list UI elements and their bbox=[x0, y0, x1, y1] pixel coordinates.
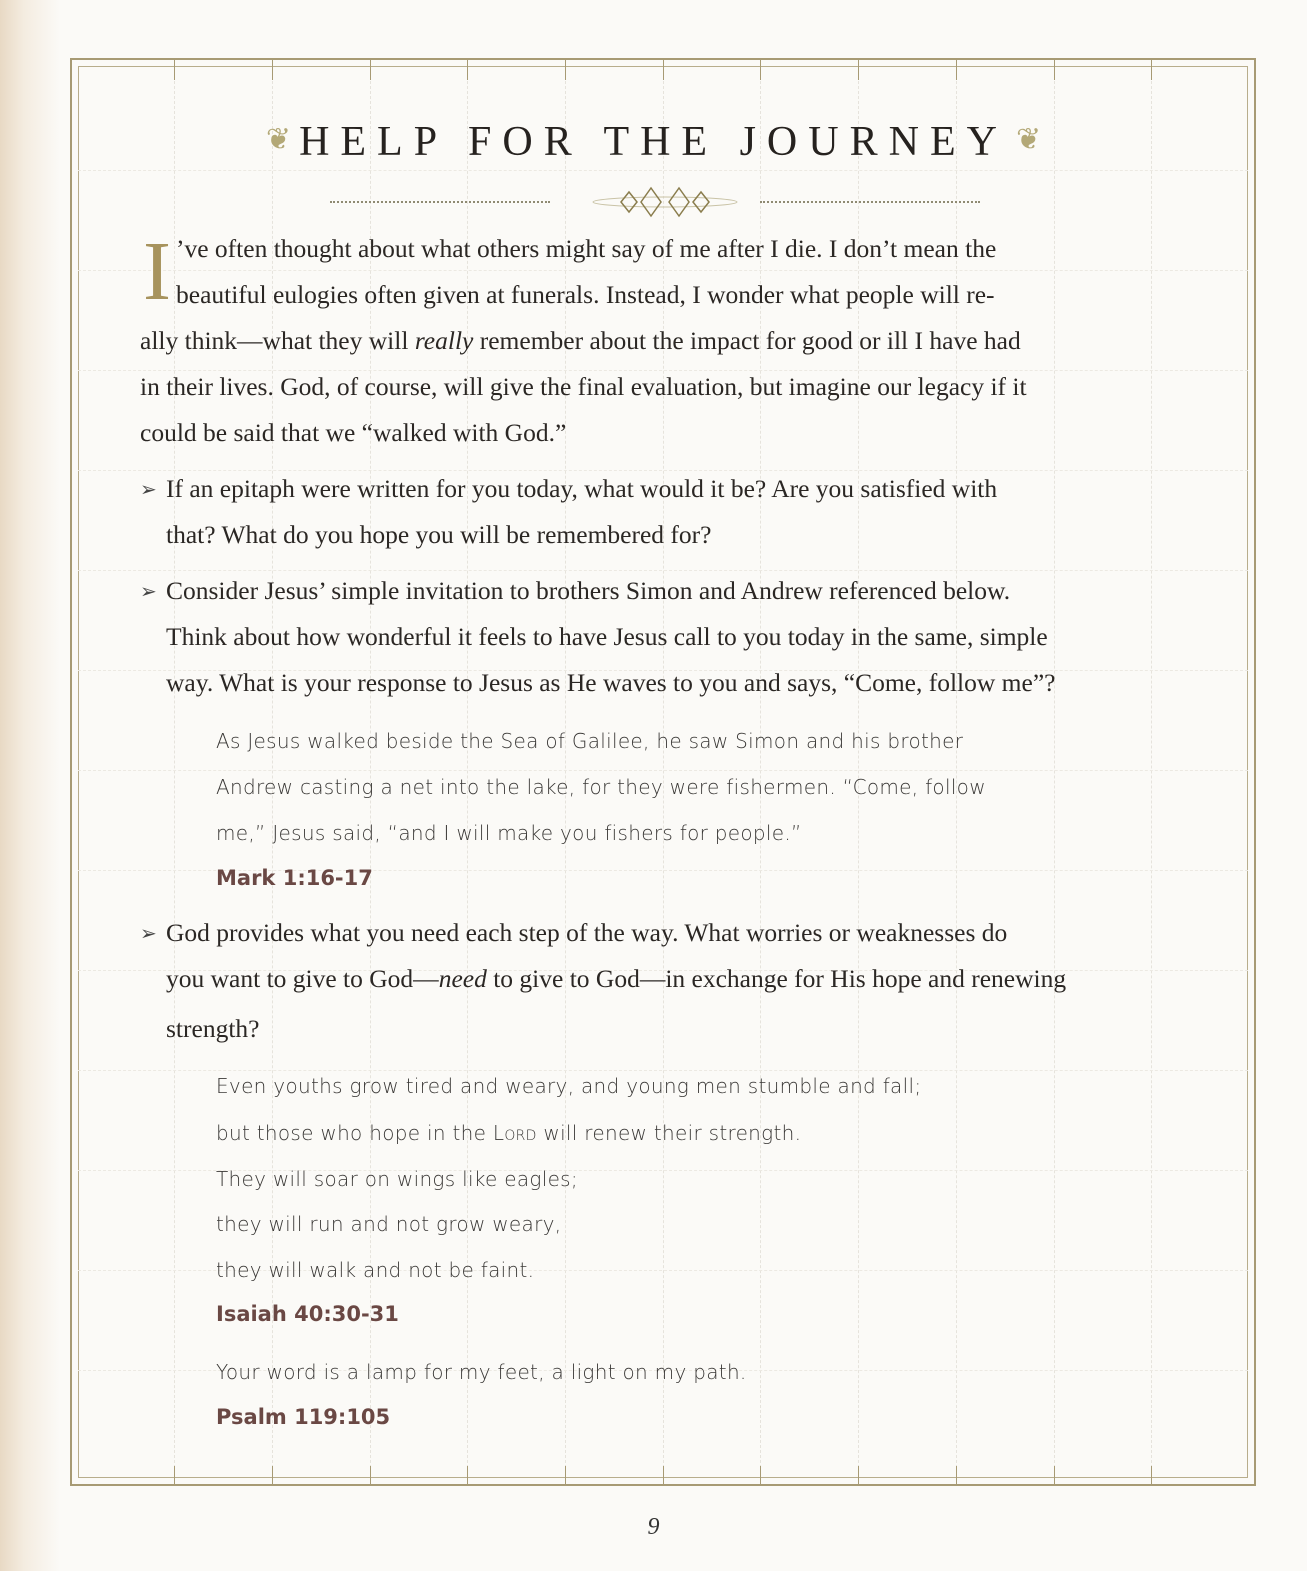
text-segment: could be said that we “walked with God.” bbox=[140, 418, 567, 447]
grid-line bbox=[78, 270, 1248, 271]
frame-tick bbox=[272, 1466, 273, 1486]
frame-tick bbox=[272, 60, 273, 80]
arrow-bullet-icon: ➢ bbox=[140, 921, 157, 945]
grid-line bbox=[78, 370, 1248, 371]
page-number: 9 bbox=[647, 1514, 660, 1540]
title-rule-right bbox=[760, 201, 980, 203]
text-segment: but those who hope in the bbox=[216, 1121, 493, 1145]
diamond-ornament-icon bbox=[585, 184, 745, 220]
scripture-quote-line bbox=[216, 818, 802, 848]
frame-tick bbox=[1151, 60, 1152, 80]
frame-tick bbox=[370, 1466, 371, 1486]
scripture-quote-line bbox=[216, 1164, 578, 1194]
text-segment: Mark 1:16-17 bbox=[216, 866, 373, 890]
arrow-bullet-icon: ➢ bbox=[140, 579, 157, 603]
text-segment: they will run and not grow weary, bbox=[216, 1212, 562, 1236]
text-segment: God provides what you need each step of the way. What worries or weaknesses do bbox=[166, 918, 1008, 947]
frame-tick bbox=[174, 60, 175, 80]
text-segment: remember about the impact for good or ill I have had bbox=[473, 326, 1021, 355]
question-line bbox=[166, 576, 1010, 606]
intro-paragraph-line bbox=[140, 372, 1027, 402]
scripture-quote-line bbox=[216, 1357, 747, 1387]
text-segment: that? What do you hope you will be remembered for? bbox=[166, 520, 712, 549]
small-caps-text: Lord bbox=[492, 1121, 537, 1145]
intro-paragraph-line bbox=[176, 280, 995, 310]
scripture-quote-line bbox=[216, 726, 963, 756]
intro-paragraph-line bbox=[176, 234, 996, 264]
arrow-bullet-icon: ➢ bbox=[140, 477, 157, 501]
scripture-quote-line bbox=[216, 1255, 534, 1285]
question-line bbox=[166, 964, 1066, 994]
question-line bbox=[166, 918, 1007, 948]
text-segment: you want to give to God— bbox=[166, 964, 439, 993]
title-rule-left bbox=[330, 201, 550, 203]
frame-tick bbox=[858, 1466, 859, 1486]
scripture-quote-line bbox=[216, 1118, 801, 1148]
frame-tick bbox=[956, 1466, 957, 1486]
text-segment: ally think—what they will bbox=[140, 326, 415, 355]
text-segment: Consider Jesus’ simple invitation to brothers Simon and Andrew referenced below. bbox=[166, 576, 1011, 605]
scripture-quote-line bbox=[216, 772, 986, 802]
frame-tick bbox=[370, 60, 371, 80]
page-edge-shadow bbox=[0, 0, 60, 1571]
text-segment: strength? bbox=[166, 1014, 260, 1043]
frame-tick bbox=[565, 1466, 566, 1486]
grid-line bbox=[78, 170, 1248, 171]
scripture-reference bbox=[216, 1299, 399, 1329]
frame-tick bbox=[565, 60, 566, 80]
grid-line bbox=[1151, 66, 1152, 1478]
text-segment: Andrew casting a net into the lake, for they were fishermen. “Come, follow bbox=[216, 775, 986, 799]
emphasis-text: need bbox=[438, 964, 487, 993]
grid-line bbox=[78, 570, 1248, 571]
scripture-reference bbox=[216, 863, 373, 893]
text-segment: they will walk and not be faint. bbox=[216, 1258, 535, 1282]
grid-line bbox=[78, 470, 1248, 471]
text-segment: Think about how wonderful it feels to have Jesus call to you today in the same, simple bbox=[166, 622, 1048, 651]
grid-line bbox=[78, 770, 1248, 771]
text-segment: Psalm 119:105 bbox=[216, 1405, 391, 1429]
text-segment: way. What is your response to Jesus as He waves to you and says, “Come, follow me”? bbox=[166, 668, 1056, 697]
question-line bbox=[166, 1014, 259, 1044]
text-segment: will renew their strength. bbox=[536, 1121, 802, 1145]
frame-tick bbox=[174, 1466, 175, 1486]
text-segment: If an epitaph were written for you today, what would it be? Are you satisfied with bbox=[166, 474, 998, 503]
text-segment: in their lives. God, of course, will give the final evaluation, but imagine our legacy if it bbox=[140, 372, 1027, 401]
scripture-quote-line bbox=[216, 1071, 921, 1101]
fleur-ornament-icon: ❦ bbox=[1015, 123, 1042, 156]
frame-tick bbox=[760, 60, 761, 80]
text-segment: to give to God—in exchange for His hope and renewing bbox=[486, 964, 1067, 993]
frame-tick bbox=[663, 60, 664, 80]
frame-tick bbox=[760, 1466, 761, 1486]
question-line bbox=[166, 668, 1055, 698]
text-segment: me,” Jesus said, “and I will make you fishers for people.” bbox=[216, 821, 802, 845]
frame-tick bbox=[467, 60, 468, 80]
text-segment: Isaiah 40:30-31 bbox=[216, 1302, 399, 1326]
frame-tick bbox=[956, 60, 957, 80]
text-segment: Your word is a lamp for my feet, a light on my path. bbox=[216, 1360, 747, 1384]
scripture-reference bbox=[216, 1402, 390, 1432]
question-line bbox=[166, 520, 711, 550]
frame-tick bbox=[858, 60, 859, 80]
intro-paragraph-line bbox=[140, 326, 1021, 356]
frame-tick bbox=[1054, 60, 1055, 80]
frame-tick bbox=[1054, 1466, 1055, 1486]
emphasis-text: really bbox=[414, 326, 474, 355]
text-segment: Even youths grow tired and weary, and young men stumble and fall; bbox=[216, 1074, 922, 1098]
grid-line bbox=[174, 66, 175, 1478]
frame-tick bbox=[663, 1466, 664, 1486]
grid-line bbox=[1054, 66, 1055, 1478]
text-segment: They will soar on wings like eagles; bbox=[216, 1167, 578, 1191]
scripture-quote-line bbox=[216, 1209, 561, 1239]
frame-tick bbox=[467, 1466, 468, 1486]
text-segment: As Jesus walked beside the Sea of Galilee, he saw Simon and his brother bbox=[216, 729, 964, 753]
intro-paragraph-line bbox=[140, 418, 566, 448]
drop-cap: I bbox=[143, 225, 171, 318]
frame-tick bbox=[1151, 1466, 1152, 1486]
question-line bbox=[166, 622, 1048, 652]
text-segment: beautiful eulogies often given at funerals. Instead, I wonder what people will re- bbox=[176, 280, 995, 309]
title-text: HELP FOR THE JOURNEY bbox=[299, 119, 1008, 165]
page-title bbox=[0, 118, 1307, 166]
question-line bbox=[166, 474, 997, 504]
fleur-ornament-icon: ❦ bbox=[265, 123, 292, 156]
text-segment: ’ve often thought about what others might say of me after I die. I don’t mean the bbox=[176, 234, 997, 263]
